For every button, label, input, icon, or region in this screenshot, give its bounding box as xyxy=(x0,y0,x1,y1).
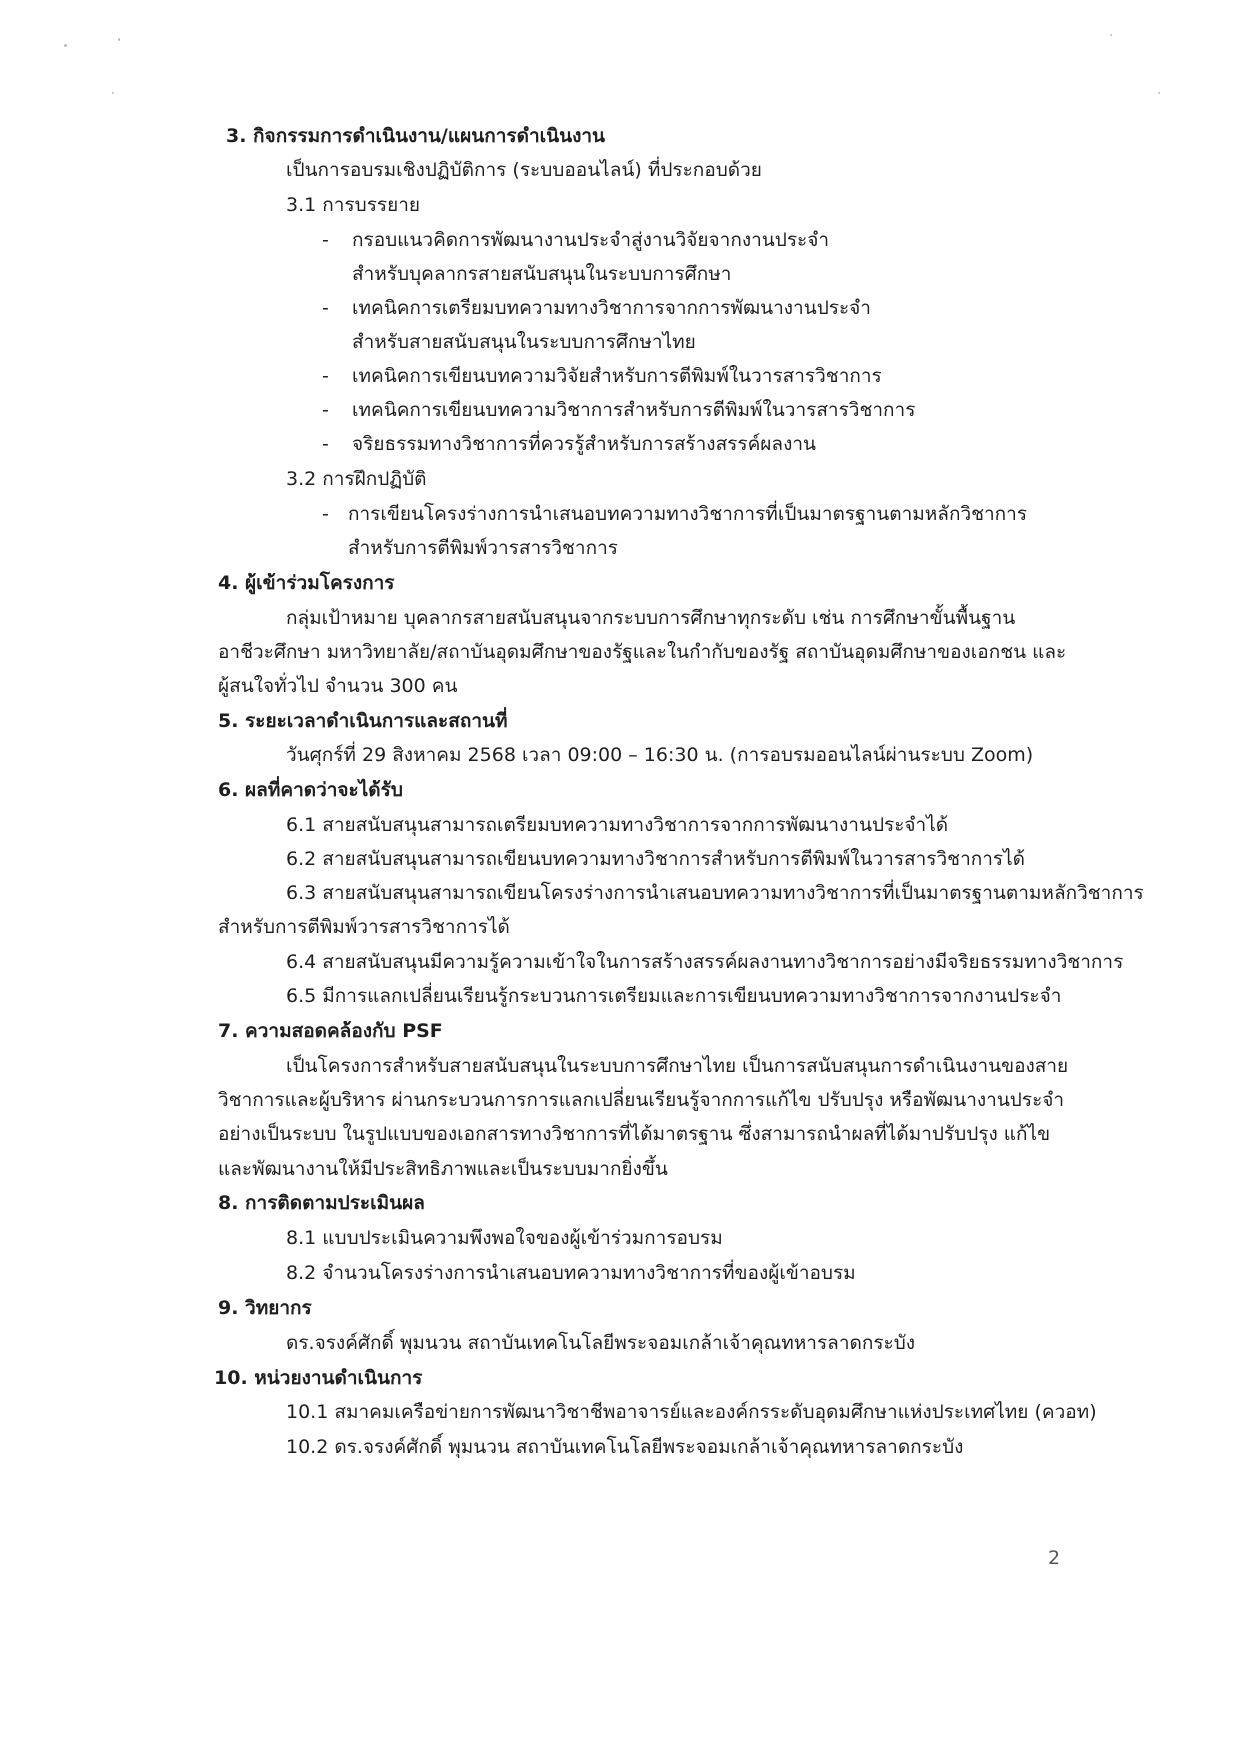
section-4-line-1: กลุ่มเป้าหมาย บุคลากรสายสนับสนุนจากระบบการศึกษาทุกระดับ เช่น การศึกษาขั้นพื้นฐาน xyxy=(286,607,1016,629)
practice-item-1-cont: สำหรับการตีพิมพ์วารสารวิชาการ xyxy=(348,537,618,559)
section-4-line-2: อาชีวะศึกษา มหาวิทยาลัย/สถาบันอุดมศึกษาของรัฐและในกำกับของรัฐ สถาบันอุดมศึกษาของเอกชน และ xyxy=(218,641,1067,663)
section-6-heading: 6. ผลที่คาดว่าจะได้รับ xyxy=(218,779,403,801)
section-3-intro: เป็นการอบรมเชิงปฏิบัติการ (ระบบออนไลน์) ที่ประกอบด้วย xyxy=(286,159,762,181)
subsection-3-2-title: 3.2 การฝึกปฏิบัติ xyxy=(286,468,427,490)
section-8-heading: 8. การติดตามประเมินผล xyxy=(218,1192,425,1214)
section-4-heading: 4. ผู้เข้าร่วมโครงการ xyxy=(218,572,395,594)
bullet-mark: - xyxy=(322,297,329,319)
outcome-6-1: 6.1 สายสนับสนุนสามารถเตรียมบทความทางวิชาการจากการพัฒนางานประจำได้ xyxy=(286,814,949,836)
lecture-item-2: เทคนิคการเตรียมบทความทางวิชาการจากการพัฒนางานประจำ xyxy=(352,297,871,319)
section-7-line-4: และพัฒนางานให้มีประสิทธิภาพและเป็นระบบมากยิ่งขึ้น xyxy=(218,1158,668,1180)
bullet-mark: - xyxy=(322,365,329,387)
lecture-item-5: จริยธรรมทางวิชาการที่ควรรู้สำหรับการสร้างสรรค์ผลงาน xyxy=(352,433,817,455)
evaluation-8-1: 8.1 แบบประเมินความพึงพอใจของผู้เข้าร่วมการอบรม xyxy=(286,1227,723,1249)
section-10-heading: 10. หน่วยงานดำเนินการ xyxy=(214,1367,423,1389)
section-5-heading: 5. ระยะเวลาดำเนินการและสถานที่ xyxy=(218,710,508,732)
scan-speck xyxy=(1110,34,1112,36)
outcome-6-3-cont: สำหรับการตีพิมพ์วารสารวิชาการได้ xyxy=(218,916,510,938)
scan-speck xyxy=(1158,92,1160,94)
section-7-line-1: เป็นโครงการสำหรับสายสนับสนุนในระบบการศึกษาไทย เป็นการสนับสนุนการดำเนินงานของสาย xyxy=(286,1055,1069,1077)
section-5-line-1: วันศุกร์ที่ 29 สิงหาคม 2568 เวลา 09:00 – 16:30 น. (การอบรมออนไลน์ผ่านระบบ Zoom) xyxy=(286,744,1034,766)
subsection-3-1-title: 3.1 การบรรยาย xyxy=(286,194,421,216)
bullet-mark: - xyxy=(322,399,329,421)
bullet-mark: - xyxy=(322,229,329,251)
section-7-heading: 7. ความสอดคล้องกับ PSF xyxy=(218,1020,443,1042)
outcome-6-4: 6.4 สายสนับสนุนมีความรู้ความเข้าใจในการสร้างสรรค์ผลงานทางวิชาการอย่างมีจริยธรรมทางวิชาการ xyxy=(286,951,1124,973)
page-number: 2 xyxy=(1048,1547,1061,1569)
organizer-10-2: 10.2 ดร.จรงค์ศักดิ์ พุมนวน สถาบันเทคโนโลยีพระจอมเกล้าเจ้าคุณทหารลาดกระบัง xyxy=(286,1436,964,1458)
scan-speck xyxy=(118,38,120,41)
evaluation-8-2: 8.2 จำนวนโครงร่างการนำเสนอบทความทางวิชาการที่ของผู้เข้าอบรม xyxy=(286,1262,856,1284)
outcome-6-3: 6.3 สายสนับสนุนสามารถเขียนโครงร่างการนำเสนอบทความทางวิชาการที่เป็นมาตรฐานตามหลักวิชาการ xyxy=(286,882,1144,904)
outcome-6-2: 6.2 สายสนับสนุนสามารถเขียนบทความทางวิชาการสำหรับการตีพิมพ์ในวารสารวิชาการได้ xyxy=(286,848,1026,870)
lecture-item-4: เทคนิคการเขียนบทความวิชาการสำหรับการตีพิมพ์ในวารสารวิชาการ xyxy=(352,399,916,421)
practice-item-1: การเขียนโครงร่างการนำเสนอบทความทางวิชาการที่เป็นมาตรฐานตามหลักวิชาการ xyxy=(348,503,1028,525)
organizer-10-1: 10.1 สมาคมเครือข่ายการพัฒนาวิชาชีพอาจารย์และองค์กรระดับอุดมศึกษาแห่งประเทศไทย (ควอท) xyxy=(286,1401,1097,1423)
section-7-line-3: อย่างเป็นระบบ ในรูปแบบของเอกสารทางวิชาการที่ได้มาตรฐาน ซึ่งสามารถนำผลที่ได้มาปรับปรุง แก้ไข xyxy=(218,1123,1051,1145)
section-7-line-2: วิชาการและผู้บริหาร ผ่านกระบวนการการแลกเปลี่ยนเรียนรู้จากการแก้ไข ปรับปรุง หรือพัฒนางานประจำ xyxy=(218,1089,1065,1111)
section-4-line-3: ผู้สนใจทั่วไป จำนวน 300 คน xyxy=(218,675,458,697)
speaker-line: ดร.จรงค์ศักดิ์ พุมนวน สถาบันเทคโนโลยีพระจอมเกล้าเจ้าคุณทหารลาดกระบัง xyxy=(286,1332,916,1354)
section-3-heading: 3. กิจกรรมการดำเนินงาน/แผนการดำเนินงาน xyxy=(226,125,606,147)
bullet-mark: - xyxy=(322,433,329,455)
scan-speck xyxy=(112,92,114,94)
outcome-6-5: 6.5 มีการแลกเปลี่ยนเรียนรู้กระบวนการเตรียมและการเขียนบทความทางวิชาการจากงานประจำ xyxy=(286,985,1062,1007)
section-9-heading: 9. วิทยากร xyxy=(218,1297,312,1319)
lecture-item-3: เทคนิคการเขียนบทความวิจัยสำหรับการตีพิมพ์ในวารสารวิชาการ xyxy=(352,365,882,387)
scan-speck xyxy=(64,44,67,47)
lecture-item-1-cont: สำหรับบุคลากรสายสนับสนุนในระบบการศึกษา xyxy=(352,263,732,285)
bullet-mark: - xyxy=(322,503,329,525)
lecture-item-1: กรอบแนวคิดการพัฒนางานประจำสู่งานวิจัยจากงานประจำ xyxy=(352,229,830,251)
lecture-item-2-cont: สำหรับสายสนับสนุนในระบบการศึกษาไทย xyxy=(352,331,696,353)
